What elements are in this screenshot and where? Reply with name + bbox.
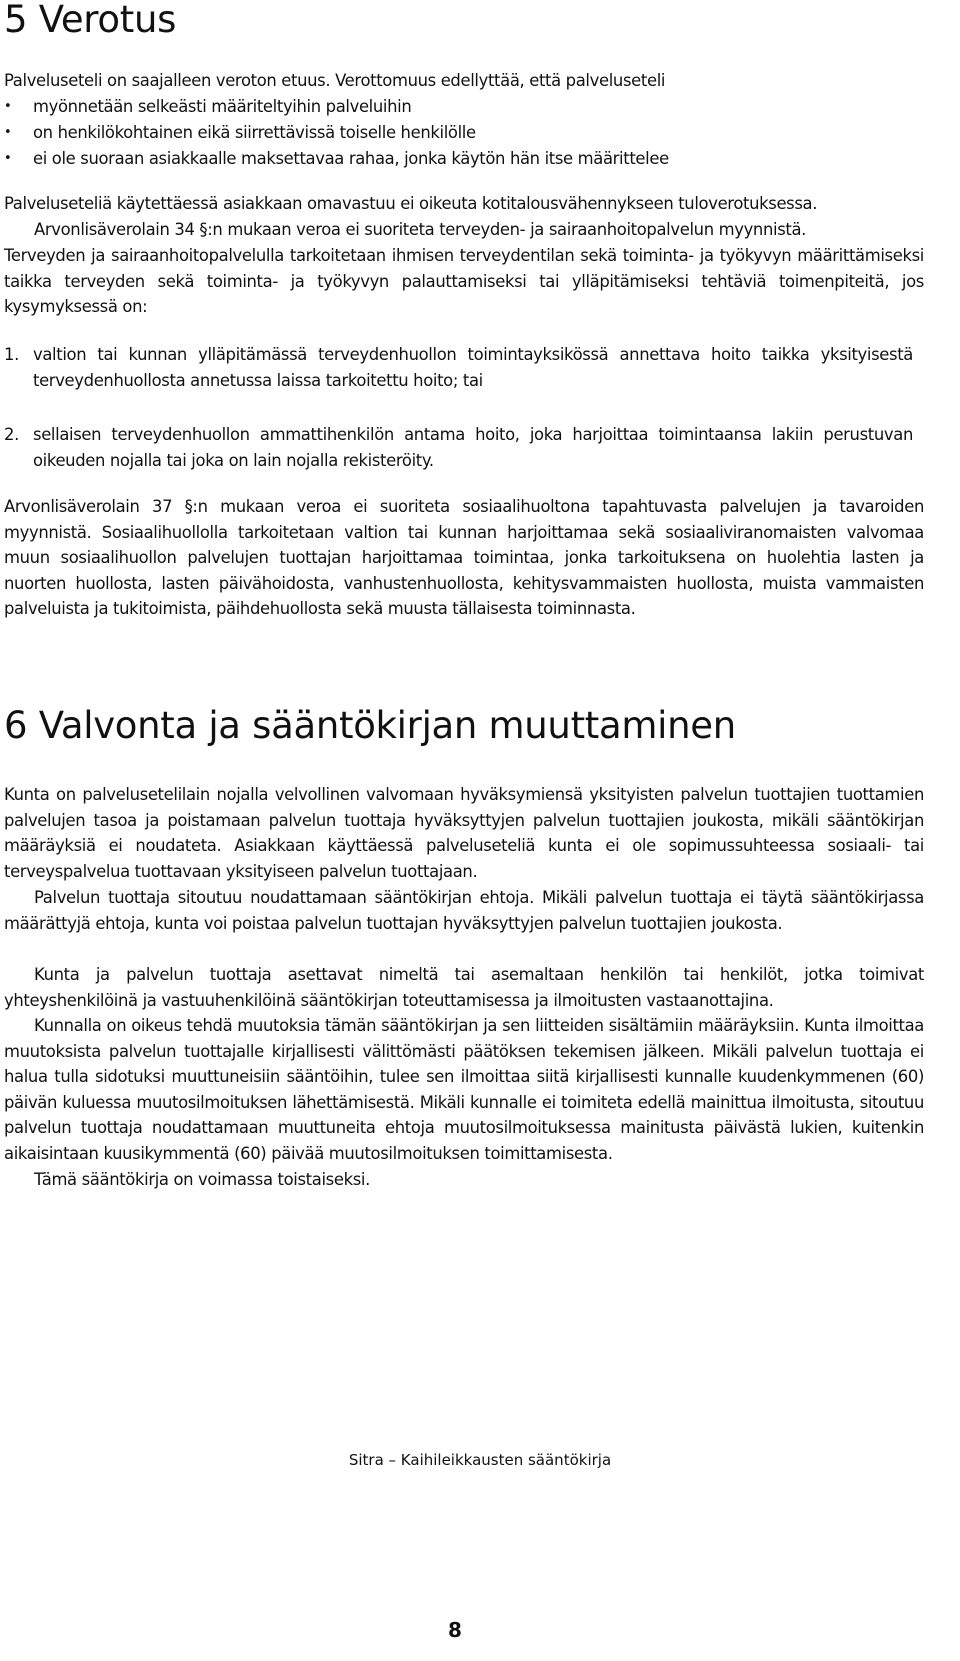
paragraph: Kunnalla on oikeus tehdä muutoksia tämän sääntökirjan ja sen liitteiden sisältämiin määräyksiin. Kunta ilmoittaa muutoksista palvelun tuottajalle kirjallisesti välittömästi päätöksen tekemisen jälkeen. Mikäli palvelun tuottaja ei halua tulla sidotuksi muuttuneisiin sääntöihin, tulee sen ilmoittaa siitä kirjallisesti kunnalle kuudenkymmenen (60) päivän kuluessa muutosilmoituksen lähettämisestä. Mikäli kunnalle ei toimiteta edellä mainittua ilmoitusta, sitoutuu palvelun tuottaja noudattamaan muuttuneita ehtoja muutosilmoituksessa mainitusta päivästä lukien, kuitenkin aikaisintaan kuusikymmentä (60) päivää muutosilmoituksen toimittamisesta. xyxy=(4,1016,924,1163)
list-item-text: sellaisen terveydenhuollon ammattihenkilön antama hoito, joka harjoittaa toimintaansa lakiin perustuvan oikeuden nojalla tai joka on lain nojalla rekisteröity. xyxy=(33,425,913,470)
list-item xyxy=(0,342,960,394)
page-number: 8 xyxy=(448,1618,462,1642)
list-item: ei ole suoraan asiakkaalle maksettavaa rahaa, jonka käytön hän itse määrittelee xyxy=(33,149,669,168)
bullet-marker: • xyxy=(4,125,12,140)
list-item xyxy=(0,422,960,474)
page-footer: Sitra – Kaihileikkausten sääntökirja xyxy=(348,1451,612,1469)
paragraph: Palveluseteliä käytettäessä asiakkaan omavastuu ei oikeuta kotitalousvähennykseen tuloverotuksessa. xyxy=(4,194,818,213)
paragraph: Terveyden ja sairaanhoitopalvelulla tarkoitetaan ihmisen terveydentilan sekä toiminta- ja työkyvyn määrittämiseksi taikka terveyden sekä toiminta- ja työkyvyn palauttamiseksi tai ylläpitämiseksi tehtäviä toimenpiteitä, jos kysymyksessä on: xyxy=(4,246,924,317)
section-5-intro: Palveluseteli on saajalleen veroton etuus. Verottomuus edellyttää, että palveluseteli xyxy=(4,71,666,90)
section-6-heading: 6 Valvonta ja sääntökirjan muuttaminen xyxy=(4,704,736,747)
bullet-marker: • xyxy=(4,99,12,114)
bullet-marker: • xyxy=(4,151,12,166)
list-item: myönnetään selkeästi määriteltyihin palveluihin xyxy=(33,97,412,116)
list-number: 2. xyxy=(4,425,19,444)
paragraph: Kunta on palvelusetelilain nojalla velvollinen valvomaan hyväksymiensä yksityisten palvelun tuottajien tuottamien palvelujen tasoa ja poistamaan palvelun tuottaja hyväksyttyjen palvelun tuottajien joukosta, mikäli sääntökirjan määräyksiä ei noudateta. Asiakkaan käyttäessä palveluseteliä kunta ei ole sopimussuhteessa sosiaali- tai terveyspalvelua tuottavaan yksityiseen palvelun tuottajaan. xyxy=(4,785,924,881)
paragraph: Arvonlisäverolain 34 §:n mukaan veroa ei suoriteta terveyden- ja sairaanhoitopalvelun myynnistä. xyxy=(34,220,807,239)
paragraph: Tämä sääntökirja on voimassa toistaiseksi. xyxy=(34,1170,370,1189)
paragraph: Palvelun tuottaja sitoutuu noudattamaan sääntökirjan ehtoja. Mikäli palvelun tuottaja ei täytä sääntökirjassa määrättyjä ehtoja, kunta voi poistaa palvelun tuottajan hyväksyttyjen palvelun tuottajien joukosta. xyxy=(4,888,924,933)
paragraph: Kunta ja palvelun tuottaja asettavat nimeltä tai asemaltaan henkilön tai henkilöt, jotka toimivat yhteyshenkilöinä ja vastuuhenkilöinä sääntökirjan toteuttamisessa ja ilmoitusten vastaanottajina. xyxy=(4,965,924,1010)
list-item: on henkilökohtainen eikä siirrettävissä toiselle henkilölle xyxy=(33,123,476,142)
paragraph: Arvonlisäverolain 37 §:n mukaan veroa ei suoriteta sosiaalihuoltona tapahtuvasta palvelujen ja tavaroiden myynnistä. Sosiaalihuollolla tarkoitetaan valtion tai kunnan harjoittamaa sekä sosiaaliviranomaisten valvomaa muun sosiaalihuollon palvelujen tuottajan harjoittamaa toimintaa, jonka tarkoituksena on huolehtia lasten ja nuorten huollosta, lasten päivähoidosta, vanhustenhuollosta, kehitysvammaisten huollosta, muista vammaisten palveluista ja tukitoimista, päihdehuollosta sekä muusta tällaisesta toiminnasta. xyxy=(4,497,924,619)
section-5-heading: 5 Verotus xyxy=(4,0,177,41)
list-item-text: valtion tai kunnan ylläpitämässä terveydenhuollon toimintayksikössä annettava hoito taikka yksityisestä terveydenhuollosta annetussa laissa tarkoitettu hoito; tai xyxy=(33,345,913,390)
list-number: 1. xyxy=(4,345,19,364)
